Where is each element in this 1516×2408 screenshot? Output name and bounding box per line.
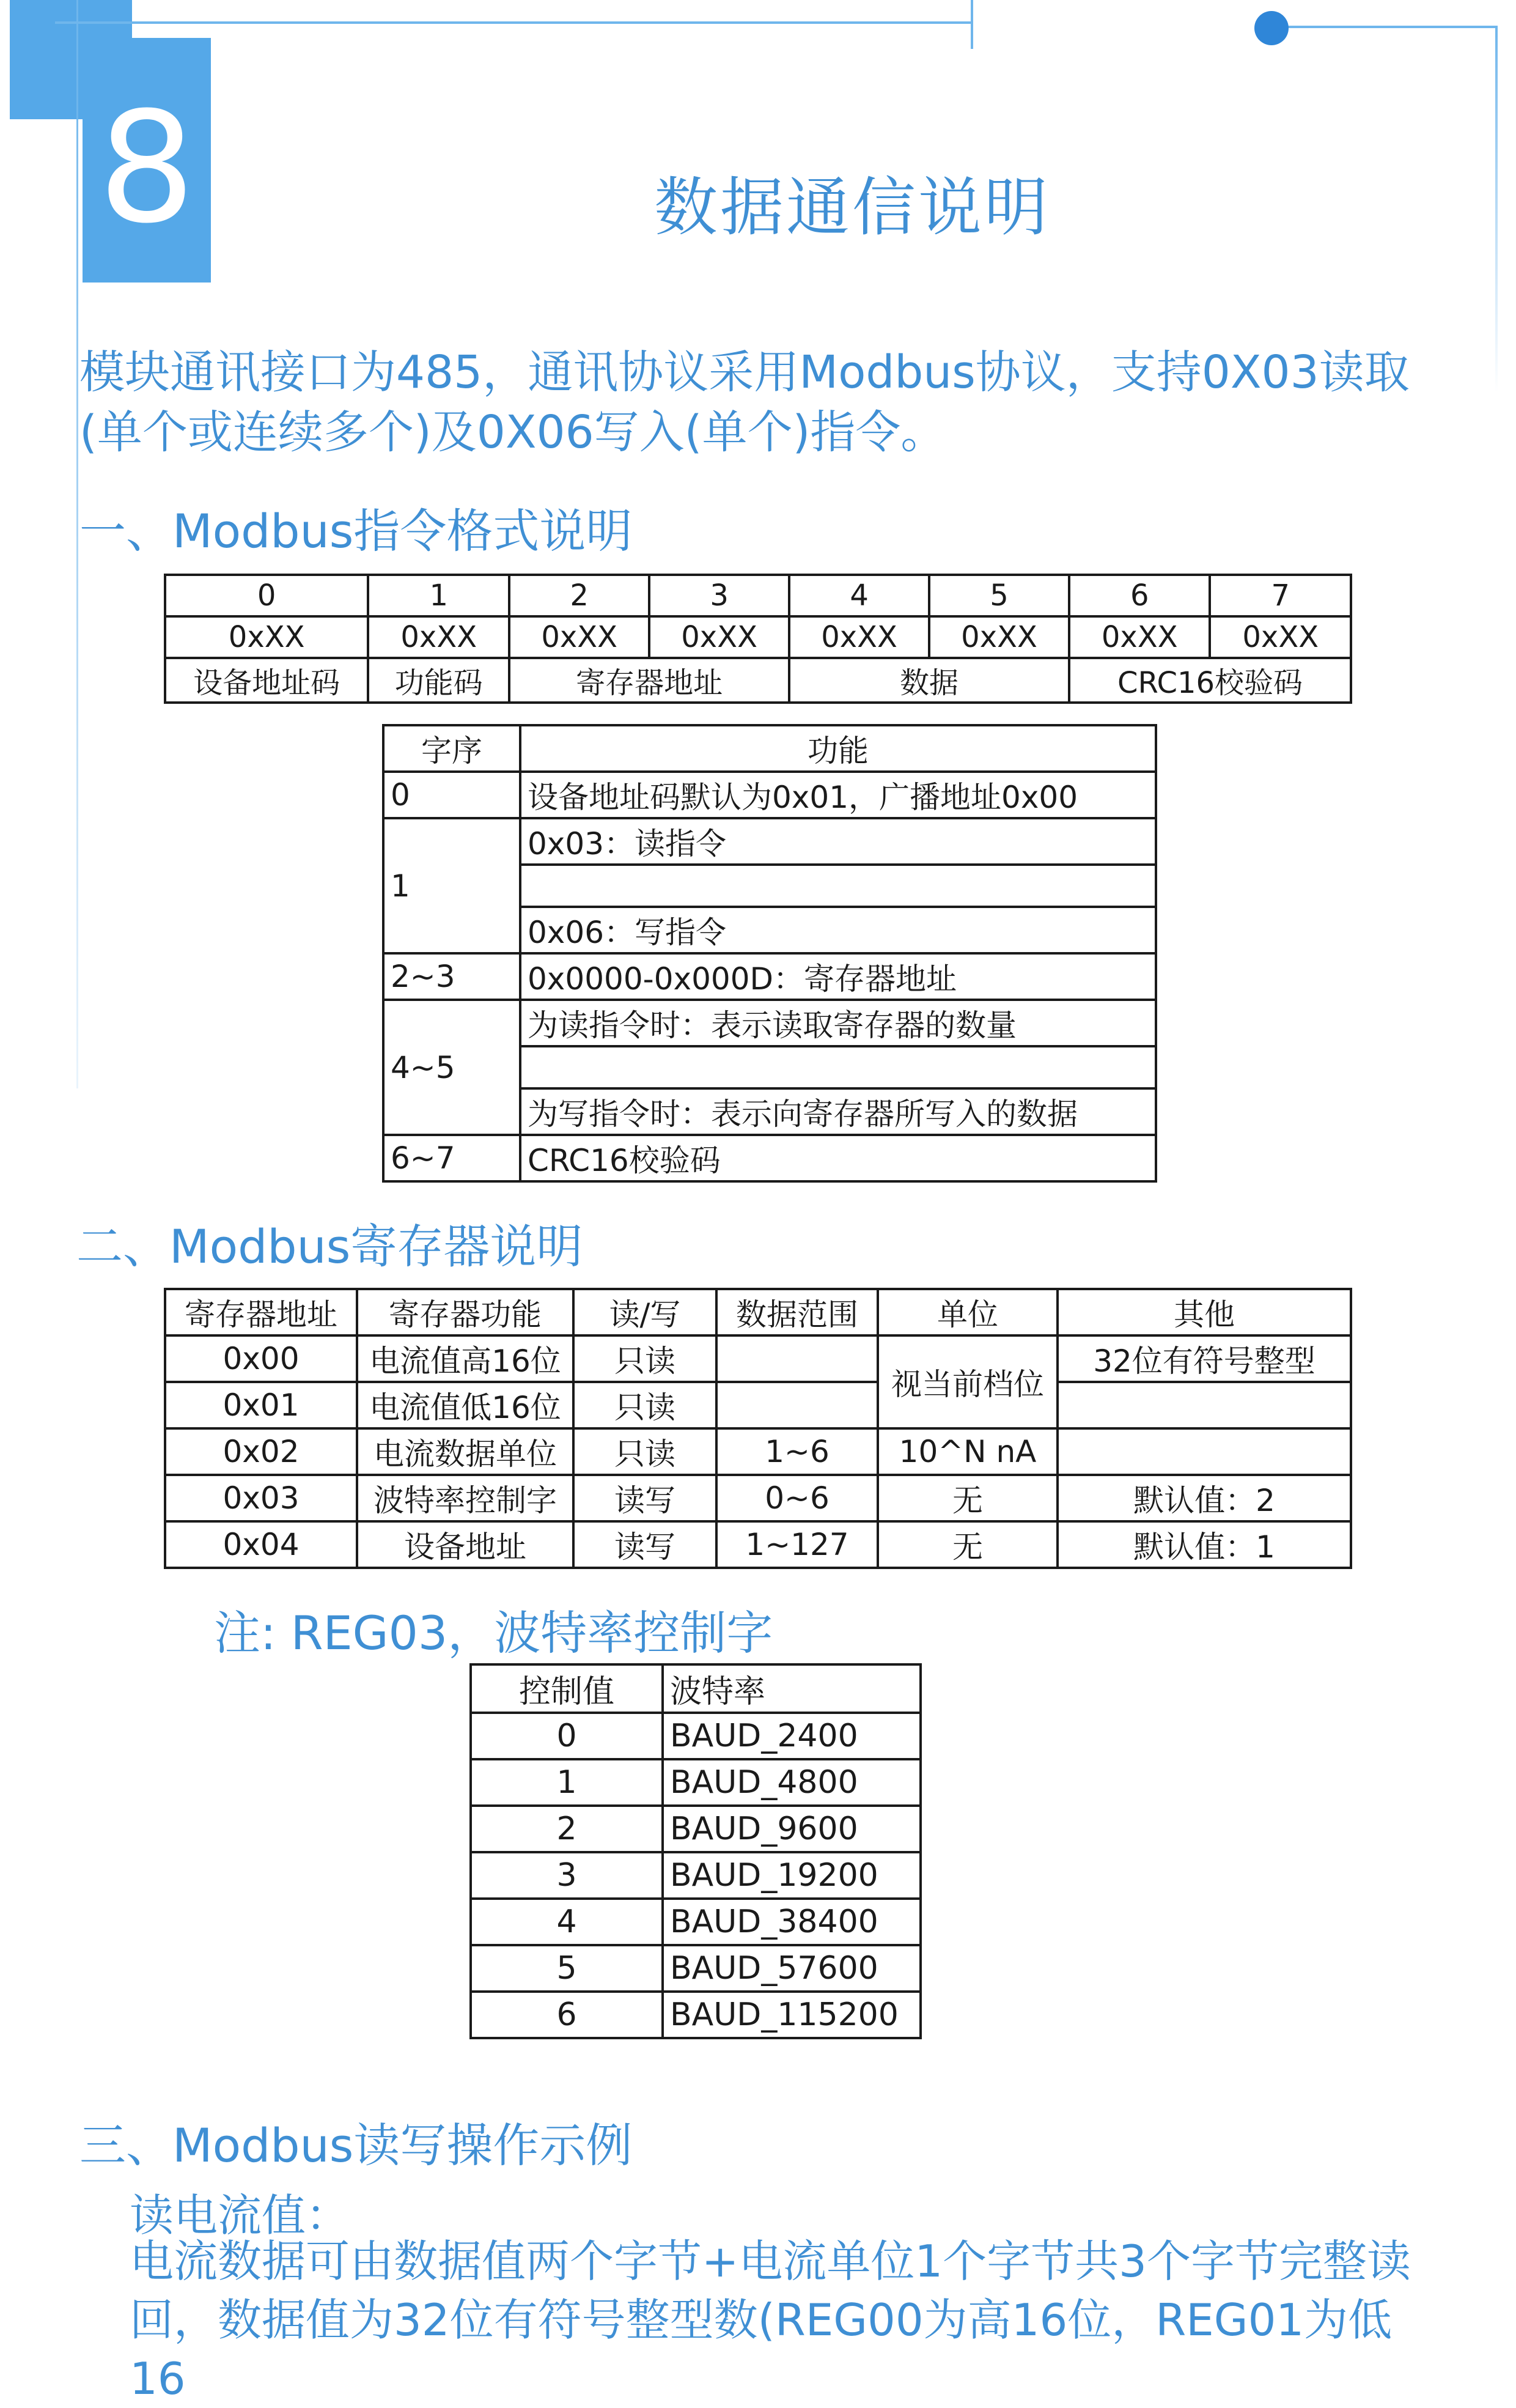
table-row <box>471 1945 921 1992</box>
table-cell: 0x04 <box>165 1521 357 1568</box>
table-cell <box>1058 1382 1351 1428</box>
table-cell: 读写 <box>573 1475 716 1521</box>
table-cell: 数据 <box>789 658 1069 703</box>
table-cell: 波特率控制字 <box>357 1475 573 1521</box>
table-header: 数据范围 <box>716 1289 878 1335</box>
table-cell: 0x03 <box>165 1475 357 1521</box>
table-row <box>165 575 1351 616</box>
table-cell: 5 <box>929 575 1069 616</box>
table-cell: 0xXX <box>789 616 929 658</box>
example-paragraph: 电流数据可由数据值两个字节+电流单位1个字节共3个字节完整读回，数据值为32位有符号整型数(REG00为高16位，REG01为低16 <box>130 2236 1411 2404</box>
table-row <box>383 772 1156 818</box>
table-cell: 0xXX <box>649 616 789 658</box>
table-row <box>471 1759 921 1806</box>
table-header: 字序 <box>383 725 520 772</box>
table-cell: 1~6 <box>716 1428 878 1475</box>
circle-dot-icon <box>1254 11 1289 45</box>
table-row <box>165 1475 1351 1521</box>
table-cell <box>1058 1428 1351 1475</box>
right-vertical-line-decoration <box>1495 26 1498 393</box>
table-cell: BAUD_38400 <box>663 1899 921 1945</box>
table-row <box>471 1992 921 2038</box>
table-row <box>165 1289 1351 1335</box>
table-cell: BAUD_115200 <box>663 1992 921 2038</box>
table-cell: 6 <box>471 1992 663 2038</box>
table-cell: 设备地址码 <box>165 658 368 703</box>
section-number: 8 <box>98 79 196 257</box>
table-cell: 6 <box>1069 575 1210 616</box>
table-cell: 电流值高16位 <box>357 1335 573 1382</box>
table-row <box>471 1664 921 1713</box>
table-cell: 5 <box>471 1945 663 1992</box>
section3-heading: 三、Modbus读写操作示例 <box>79 2118 633 2173</box>
table-cell: 0 <box>471 1713 663 1759</box>
table-header: 功能 <box>520 725 1156 772</box>
table-cell: 2~3 <box>383 953 520 1000</box>
table-row <box>165 658 1351 703</box>
table-cell: 电流数据单位 <box>357 1428 573 1475</box>
table-cell: 0xXX <box>368 616 509 658</box>
table-cell: 为读指令时：表示读取寄存器的数量 <box>520 1000 1156 1046</box>
table-cell: BAUD_19200 <box>663 1852 921 1899</box>
section2-heading: 二、Modbus寄存器说明 <box>76 1219 583 1274</box>
table-cell: 默认值：1 <box>1058 1521 1351 1568</box>
table-cell: BAUD_4800 <box>663 1759 921 1806</box>
table-cell: 默认值：2 <box>1058 1475 1351 1521</box>
right-horizontal-line-decoration <box>1271 26 1498 28</box>
table-cell: 0 <box>165 575 368 616</box>
table-cell: 1 <box>383 818 520 953</box>
table-row <box>471 1806 921 1852</box>
table-row <box>471 1713 921 1759</box>
table-header: 其他 <box>1058 1289 1351 1335</box>
table-cell: BAUD_2400 <box>663 1713 921 1759</box>
command-format-table <box>164 574 1352 704</box>
table-cell: 无 <box>878 1475 1058 1521</box>
table-cell: 只读 <box>573 1382 716 1428</box>
table-cell: 4~5 <box>383 1000 520 1135</box>
table-cell: BAUD_57600 <box>663 1945 921 1992</box>
table-row <box>383 818 1156 865</box>
left-vertical-line-decoration <box>76 0 78 1088</box>
table-cell <box>716 1335 878 1382</box>
table-cell: 4 <box>789 575 929 616</box>
table-row <box>165 1521 1351 1568</box>
table-cell: 2 <box>509 575 649 616</box>
table-cell: 只读 <box>573 1335 716 1382</box>
intro-paragraph: 模块通讯接口为485，通讯协议采用Modbus协议，支持0X03读取(单个或连续多个)及0X06写入(单个)指令。 <box>79 346 1410 459</box>
table-row <box>165 1382 1351 1428</box>
register-table <box>164 1288 1352 1569</box>
table-cell: 0x00 <box>165 1335 357 1382</box>
table-cell: CRC16校验码 <box>520 1135 1156 1181</box>
table-cell: 4 <box>471 1899 663 1945</box>
table-cell <box>520 865 1156 907</box>
table-cell: 电流值低16位 <box>357 1382 573 1428</box>
table-row <box>165 616 1351 658</box>
table-cell: 6~7 <box>383 1135 520 1181</box>
table-cell: 0x0000-0x000D：寄存器地址 <box>520 953 1156 1000</box>
table-cell: 0xXX <box>165 616 368 658</box>
table-header: 寄存器地址 <box>165 1289 357 1335</box>
table-cell: 1 <box>368 575 509 616</box>
table-cell: 无 <box>878 1521 1058 1568</box>
table-header: 单位 <box>878 1289 1058 1335</box>
table-cell: 为写指令时：表示向寄存器所写入的数据 <box>520 1088 1156 1135</box>
baud-rate-table <box>469 1663 922 2039</box>
example-label: 读电流值： <box>130 2190 350 2241</box>
table-cell: 功能码 <box>368 658 509 703</box>
table-cell: 0x03：读指令 <box>520 818 1156 865</box>
table-header: 读/写 <box>573 1289 716 1335</box>
table-cell: 只读 <box>573 1428 716 1475</box>
table-row <box>165 1428 1351 1475</box>
table-row <box>471 1852 921 1899</box>
table-row <box>383 1000 1156 1046</box>
table-cell: 1 <box>471 1759 663 1806</box>
table-row <box>471 1899 921 1945</box>
table-row <box>383 1135 1156 1181</box>
table-cell: 3 <box>649 575 789 616</box>
table-cell <box>716 1382 878 1428</box>
table-cell: 读写 <box>573 1521 716 1568</box>
table-cell: 0x06：写指令 <box>520 907 1156 953</box>
top-tick-decoration <box>971 0 973 49</box>
table-cell: 0x02 <box>165 1428 357 1475</box>
table-cell: 0xXX <box>1069 616 1210 658</box>
table-header: 波特率 <box>663 1664 921 1713</box>
table-cell: 32位有符号整型 <box>1058 1335 1351 1382</box>
table-cell: 0xXX <box>509 616 649 658</box>
table-cell: 0~6 <box>716 1475 878 1521</box>
page-title: 数据通信说明 <box>654 170 1051 245</box>
table-cell: 7 <box>1210 575 1351 616</box>
section1-heading: 一、Modbus指令格式说明 <box>79 504 633 558</box>
table-cell: 0xXX <box>929 616 1069 658</box>
table-cell: 0xXX <box>1210 616 1351 658</box>
function-table <box>382 724 1157 1183</box>
table-cell: CRC16校验码 <box>1069 658 1351 703</box>
table-cell: 3 <box>471 1852 663 1899</box>
table-cell <box>520 1046 1156 1088</box>
table-cell: 10^N nA <box>878 1428 1058 1475</box>
baud-note: 注: REG03，波特率控制字 <box>214 1606 773 1660</box>
table-cell: 设备地址码默认为0x01，广播地址0x00 <box>520 772 1156 818</box>
table-header: 控制值 <box>471 1664 663 1713</box>
table-cell: BAUD_9600 <box>663 1806 921 1852</box>
table-header: 寄存器功能 <box>357 1289 573 1335</box>
table-row <box>165 1335 1351 1382</box>
table-row <box>383 725 1156 772</box>
table-cell: 0x01 <box>165 1382 357 1428</box>
table-row <box>383 953 1156 1000</box>
table-cell: 2 <box>471 1806 663 1852</box>
table-cell: 1~127 <box>716 1521 878 1568</box>
table-cell: 0 <box>383 772 520 818</box>
table-cell: 设备地址 <box>357 1521 573 1568</box>
top-horizontal-line-decoration <box>55 21 972 24</box>
table-cell: 视当前档位 <box>878 1335 1058 1428</box>
table-cell: 寄存器地址 <box>509 658 789 703</box>
